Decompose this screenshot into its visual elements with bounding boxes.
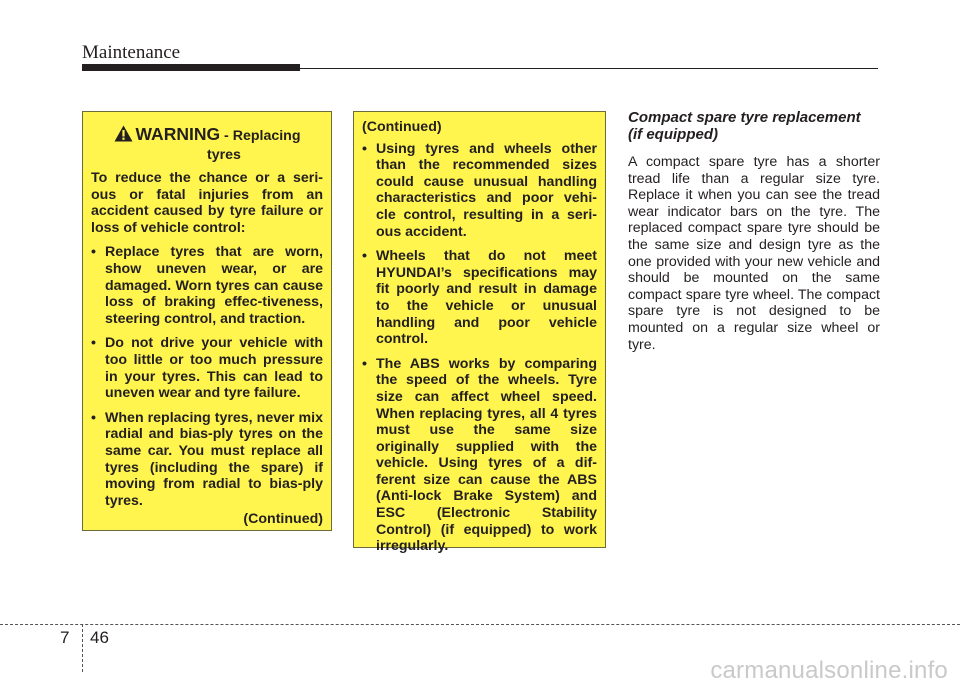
warning-heading: [91, 125, 323, 164]
page-number: 46: [90, 628, 109, 647]
section-title-line-1: Compact spare tyre replacement: [628, 109, 861, 126]
continued-bullet: • Wheels that do not meet HYUNDAI’s specifications may fit poorly and result in damage to the vehicle or unusual handling and poor vehicle control.: [362, 248, 597, 348]
section-title-line-2: (if equipped): [628, 125, 718, 143]
header-rule-thick: [82, 64, 300, 71]
warning-bullet-list: [91, 244, 323, 509]
continued-bullet-list: [362, 141, 597, 555]
section-body: A compact spare tyre has a shorter tread life than a regular size tyre. Replace it when you can see the tread wear indicator bars on the tyre. The replaced compact spare tyre should be the same size and design tyre as the one provided with your new vehicle and should be mounted on the same compact spare tyre wheel. The compact spare tyre is not designed to be mounted on a regular size wheel or tyre.: [628, 154, 880, 353]
continued-bullet: • The ABS works by comparing the speed of the wheels. Tyre size can affect wheel speed. When replacing tyres, all 4 tyres must use the same size originally supplied with the vehicle. Using tyres of a dif-ferent size can cause the ABS (Anti-lock Brake System) and ESC (Electronic Stability Control) (if equipped) to work irregularly.: [362, 356, 597, 555]
page-header-title: Maintenance: [82, 42, 181, 63]
warning-triangle-icon: [114, 125, 133, 147]
warning-box: [82, 111, 332, 531]
footer-dashed-rule: [0, 624, 960, 625]
footer-dashed-divider: [82, 624, 83, 672]
chapter-number: 7: [60, 628, 70, 647]
spare-tyre-section: [628, 110, 880, 353]
continued-warning-box: [353, 111, 606, 555]
watermark: carmanualsonline.info: [710, 657, 948, 684]
warning-subtitle-2: tyres: [207, 147, 241, 163]
warning-word: WARNING: [135, 124, 221, 144]
section-title: [628, 110, 880, 143]
warning-intro: To reduce the chance or a seri-ous or fatal injuries from an accident caused by tyre failure or loss of vehicle control:: [91, 170, 323, 236]
continued-heading: (Continued): [362, 119, 442, 135]
continued-label: (Continued): [243, 511, 323, 528]
continued-bullet: • Using tyres and wheels other than the recommended sizes could cause unusual handling characteristics and poor vehi-cle control, resulting in a seri-ous accident.: [362, 141, 597, 241]
warning-bullet: • Replace tyres that are worn, show uneven wear, or are damaged. Worn tyres can cause loss of braking effec-tiveness, steering control, and traction.: [91, 244, 323, 327]
warning-bullet: • When replacing tyres, never mix radial and bias-ply tyres on the same car. You must replace all tyres (including the spare) if moving from radial to bias-ply tyres.: [91, 410, 323, 510]
warning-subtitle-1: - Replacing: [224, 128, 301, 144]
header-rule-thin: [300, 68, 878, 69]
warning-bullet: • Do not drive your vehicle with too little or too much pressure in your tyres. This can lead to uneven wear and tyre failure.: [91, 335, 323, 401]
